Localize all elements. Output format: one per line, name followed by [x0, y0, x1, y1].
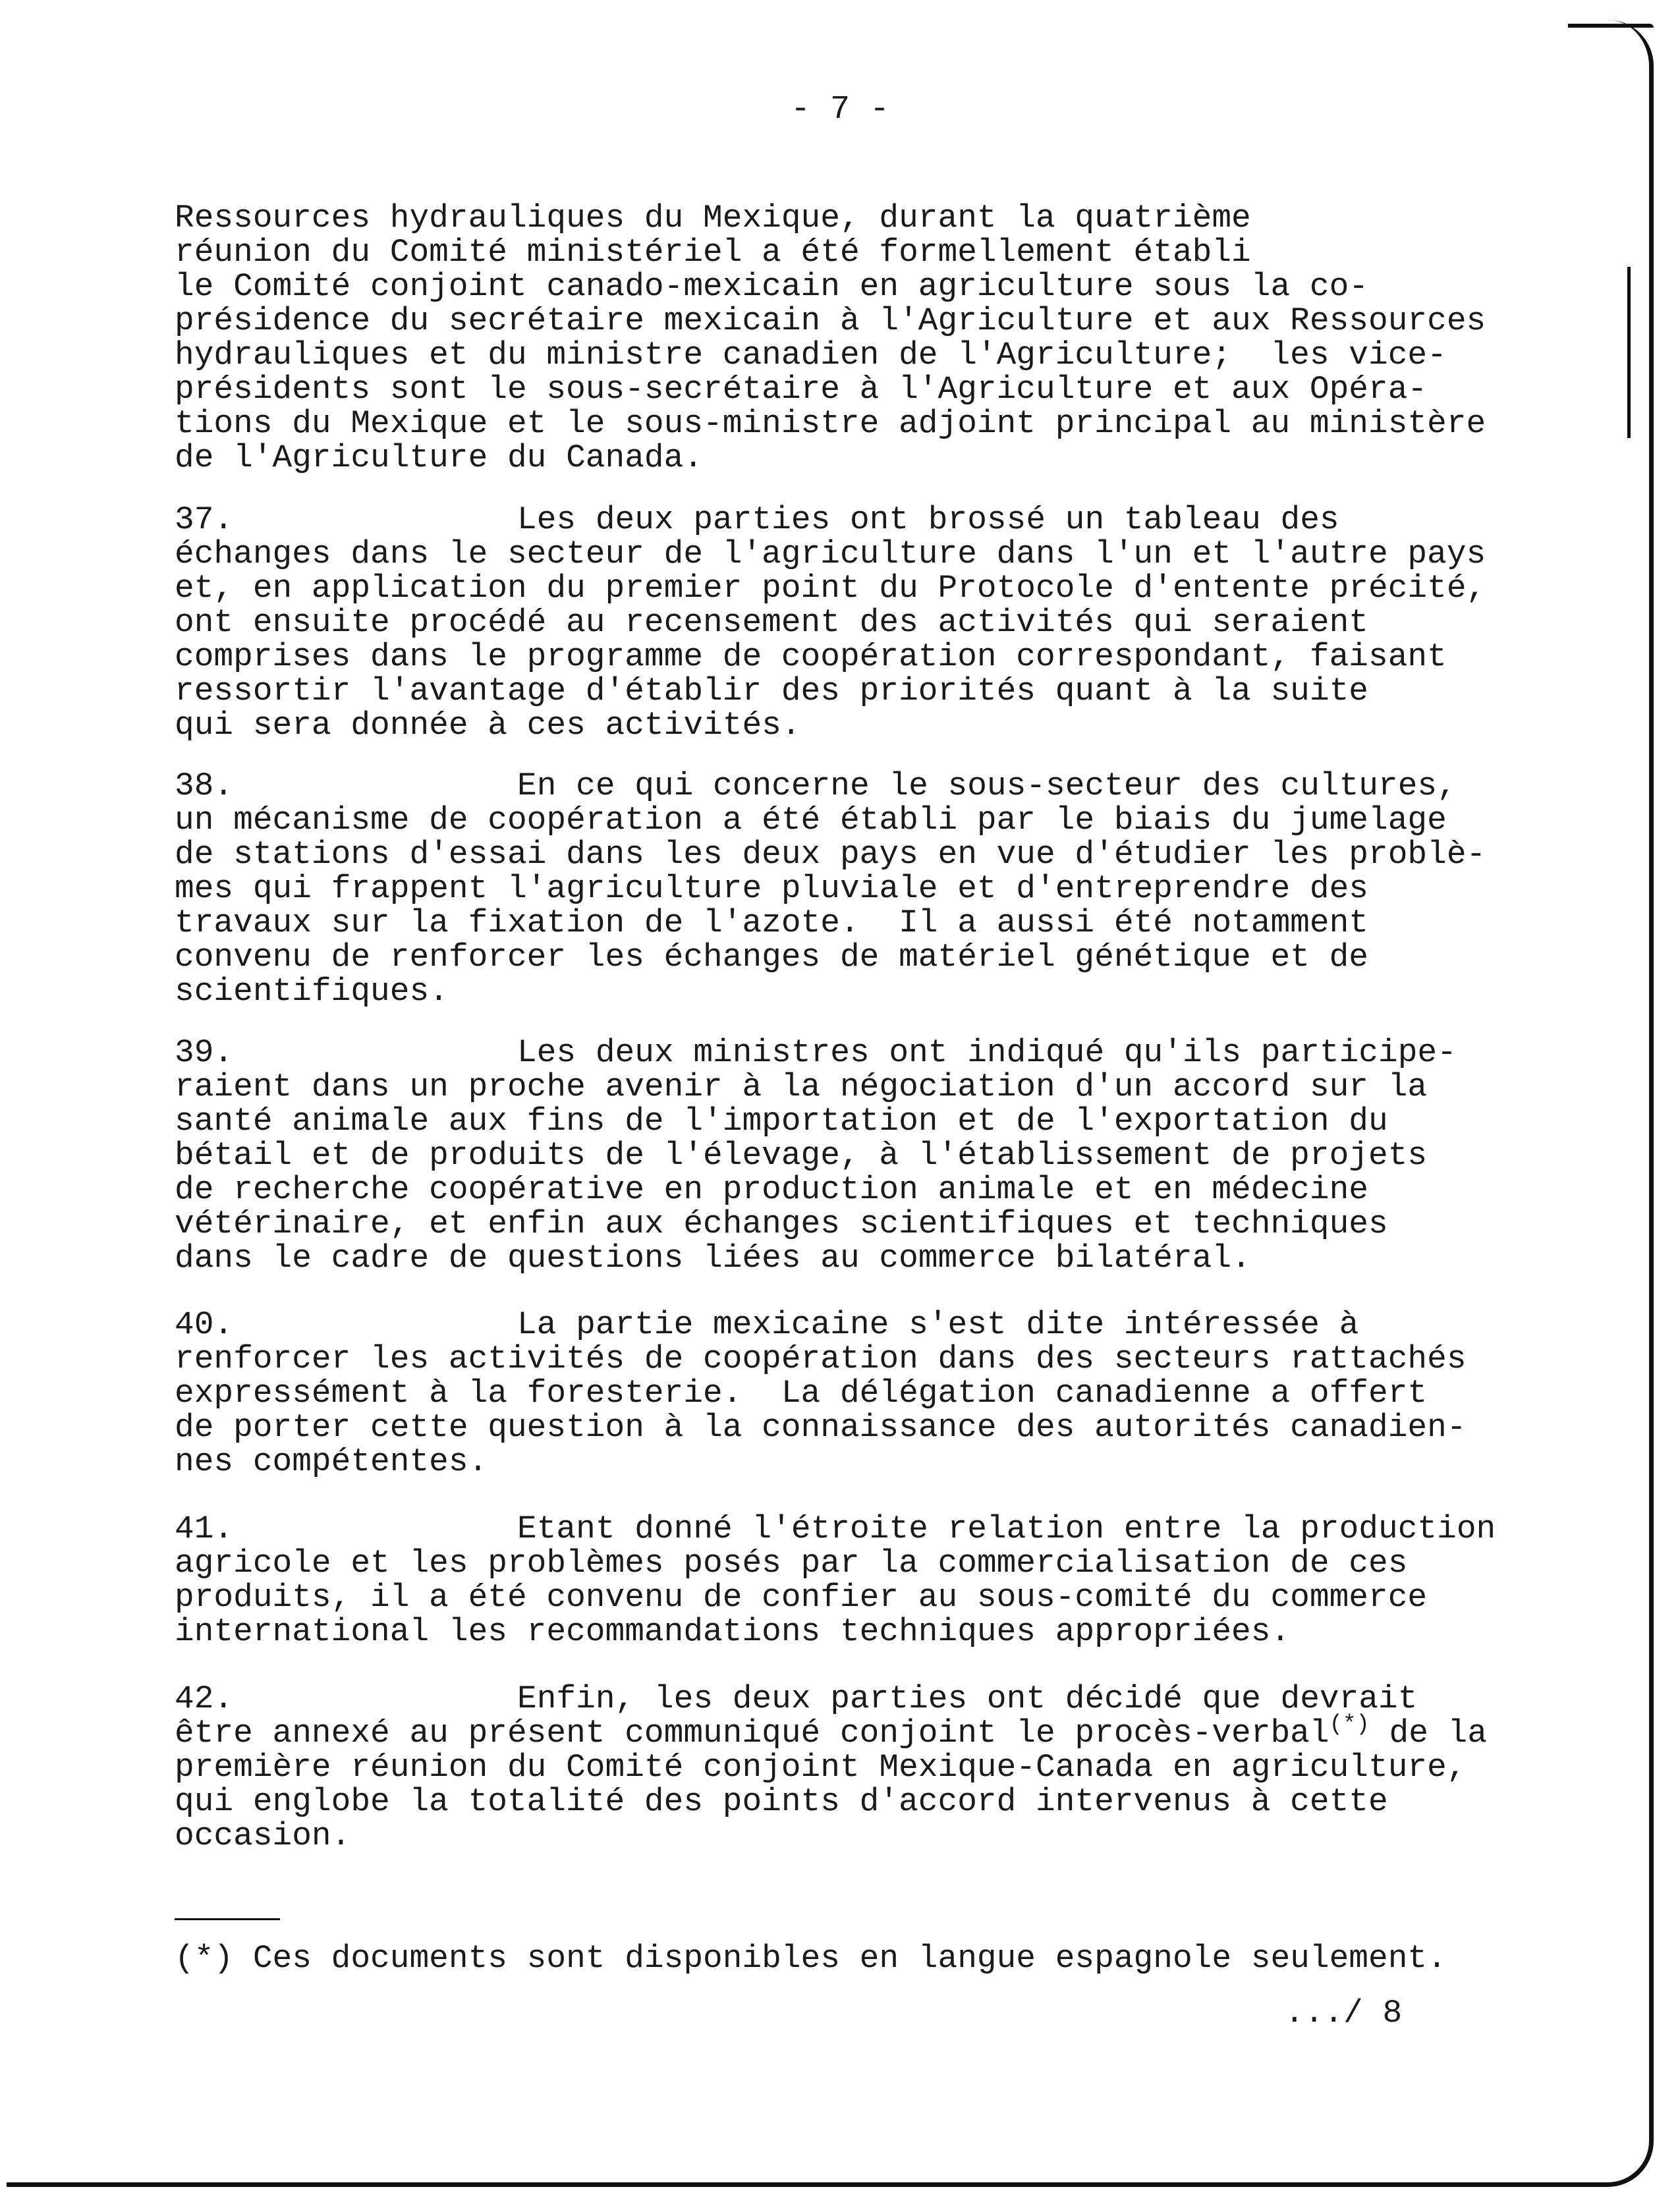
text-line: dans le cadre de questions liées au commerce bilatéral.	[175, 1240, 1251, 1277]
text-line: ont ensuite procédé au recensement des activités qui seraient	[175, 604, 1368, 641]
page-border-top	[1568, 24, 1654, 28]
paragraph-39	[175, 1036, 1545, 1275]
text-line: renforcer les activités de coopération dans des secteurs rattachés	[175, 1341, 1467, 1377]
text-line: Ressources hydrauliques du Mexique, durant la quatrième	[175, 200, 1251, 236]
footnote: (*) Ces documents sont disponibles en langue espagnole seulement.	[175, 1940, 1447, 1977]
paragraph-number: 41.	[175, 1510, 234, 1547]
paragraph-38	[175, 769, 1545, 1009]
margin-change-bar	[1627, 267, 1636, 438]
text-line: réunion du Comité ministériel a été formellement établi	[175, 234, 1251, 271]
text-line: convenu de renforcer les échanges de matériel génétique et de	[175, 939, 1368, 976]
text-line: raient dans un proche avenir à la négociation d'un accord sur la	[175, 1068, 1428, 1105]
text-line: de recherche coopérative en production animale et en médecine	[175, 1171, 1368, 1208]
text-line: Etant donné l'étroite relation entre la production	[517, 1510, 1496, 1547]
text-line: présidents sont le sous-secrétaire à l'Agriculture et aux Opéra-	[175, 371, 1428, 408]
text-line: être annexé au présent communiqué conjoint le procès-verbal	[175, 1715, 1330, 1752]
paragraph-number: 38.	[175, 767, 234, 804]
text-line: occasion.	[175, 1817, 351, 1854]
text-line: Enfin, les deux parties ont décidé que devrait	[517, 1680, 1418, 1717]
page-number: - 7 -	[790, 91, 890, 128]
text-line: présidence du secrétaire mexicain à l'Agriculture et aux Ressources	[175, 302, 1486, 339]
footnote-marker: (*)	[1329, 1712, 1370, 1738]
paragraph-number: 39.	[175, 1034, 234, 1071]
text-line: comprises dans le programme de coopération correspondant, faisant	[175, 638, 1447, 675]
text-line: de la	[1369, 1715, 1488, 1752]
text-line: qui englobe la totalité des points d'accord intervenus à cette	[175, 1783, 1388, 1820]
text-line: tions du Mexique et le sous-ministre adjoint principal au ministère	[175, 405, 1486, 442]
text-line: agricole et les problèmes posés par la commercialisation de ces	[175, 1545, 1408, 1582]
paragraph-41	[175, 1512, 1545, 1649]
paragraph-40	[175, 1308, 1545, 1479]
text-line: santé animale aux fins de l'importation et de l'exportation du	[175, 1103, 1388, 1140]
text-line: de l'Agriculture du Canada.	[175, 439, 704, 476]
text-line: travaux sur la fixation de l'azote. Il a aussi été notamment	[175, 904, 1368, 941]
paragraph-37	[175, 503, 1545, 742]
text-line: En ce qui concerne le sous-secteur des cultures,	[517, 767, 1457, 804]
text-line: nes compétentes.	[175, 1443, 488, 1480]
footnote-separator	[175, 1918, 280, 1920]
text-line: expressément à la foresterie. La délégation canadienne a offert	[175, 1375, 1428, 1412]
text-line: ressortir l'avantage d'établir des priorités quant à la suite	[175, 673, 1368, 709]
text-line: mes qui frappent l'agriculture pluviale et d'entreprendre des	[175, 870, 1368, 907]
text-line: première réunion du Comité conjoint Mexique-Canada en agriculture,	[175, 1749, 1467, 1786]
text-line: Les deux parties ont brossé un tableau des	[517, 501, 1339, 538]
text-line: bétail et de produits de l'élevage, à l'établissement de projets	[175, 1137, 1428, 1174]
text-line: le Comité conjoint canado-mexicain en agriculture sous la co-	[175, 268, 1368, 305]
intro-paragraph	[175, 201, 1545, 475]
text-line: scientifiques.	[175, 973, 449, 1010]
text-line: de stations d'essai dans les deux pays en vue d'étudier les problè-	[175, 836, 1486, 873]
paragraph-number: 40.	[175, 1306, 234, 1343]
text-line: Les deux ministres ont indiqué qu'ils participe-	[517, 1034, 1457, 1071]
text-line: de porter cette question à la connaissance des autorités canadien-	[175, 1409, 1467, 1446]
text-line: hydrauliques et du ministre canadien de l'Agriculture; les vice-	[175, 337, 1447, 373]
paragraph-number: 42.	[175, 1680, 234, 1717]
text-line: un mécanisme de coopération a été établi par le biais du jumelage	[175, 802, 1447, 839]
text-line: échanges dans le secteur de l'agriculture dans l'un et l'autre pays	[175, 536, 1486, 572]
text-line: qui sera donnée à ces activités.	[175, 707, 801, 744]
paragraph-number: 37.	[175, 501, 234, 538]
text-line: et, en application du premier point du Protocole d'entente précité,	[175, 570, 1486, 607]
text-line: international les recommandations techniques appropriées.	[175, 1613, 1291, 1650]
text-line: vétérinaire, et enfin aux échanges scientifiques et techniques	[175, 1205, 1388, 1242]
paragraph-42	[175, 1682, 1545, 1853]
continuation-marker: .../ 8	[1285, 1995, 1403, 2032]
text-line: La partie mexicaine s'est dite intéressée à	[517, 1306, 1359, 1343]
text-line: produits, il a été convenu de confier au sous-comité du commerce	[175, 1579, 1428, 1616]
